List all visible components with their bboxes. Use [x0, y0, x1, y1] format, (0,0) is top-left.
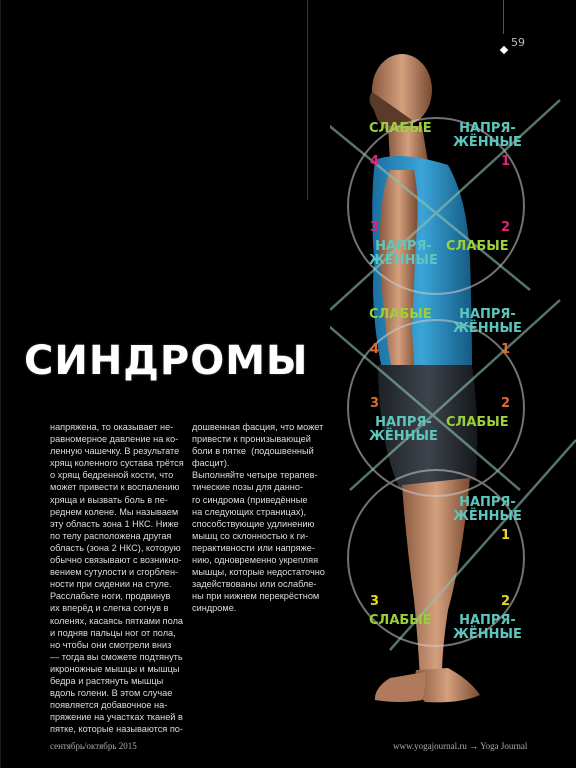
label-tense-5	[453, 496, 522, 524]
label-tense-5-top: НАПРЯ-	[459, 495, 516, 510]
footer-url[interactable]: www.yogajournal.ru	[393, 741, 467, 751]
label-tense-6-top: НАПРЯ-	[459, 613, 516, 628]
label-tense-2-bottom: ЖЁННЫЕ	[369, 253, 438, 268]
page-title: СИНДРОМЫ	[24, 338, 309, 384]
page-marker-line	[503, 0, 504, 34]
label-weak-2: СЛАБЫЕ	[446, 239, 509, 254]
label-tense-6-bottom: ЖЁННЫЕ	[453, 627, 522, 642]
number-2-top: 2	[501, 220, 511, 235]
number-3-mid: 3	[370, 396, 380, 411]
label-tense-3	[453, 308, 522, 336]
body-column-2: дошвенная фасция, что может привести к пронизывающей боли в пятке (подошвенный фасцит). Выполняйте четыре терапев- тические позы для данно- го синдрома (приведённые на следующих страницах), способствующие удлинению мышц со склонностью к ги- перактивности или напряже- нию, одновременно укрепляя мышцы, которые недостаточно задействованы или ослабле- ны при нижнем перекрёстном синдроме.	[192, 422, 325, 614]
label-tense-1	[453, 122, 522, 150]
number-2-bottom: 2	[501, 594, 511, 609]
divider-line	[307, 0, 308, 200]
number-4-top: 4	[370, 154, 380, 169]
label-weak-4: СЛАБЫЕ	[446, 415, 509, 430]
number-1-top: 1	[501, 154, 511, 169]
number-4-mid: 4	[370, 342, 380, 357]
label-tense-2	[369, 240, 438, 268]
number-1-mid: 1	[501, 342, 511, 357]
label-tense-2-top: НАПРЯ-	[375, 239, 432, 254]
label-tense-3-top: НАПРЯ-	[459, 307, 516, 322]
label-tense-4-bottom: ЖЁННЫЕ	[369, 429, 438, 444]
label-tense-1-top: НАПРЯ-	[459, 121, 516, 136]
label-weak-1: СЛАБЫЕ	[369, 121, 432, 136]
footer-brand-line	[393, 741, 527, 751]
number-2-mid: 2	[501, 396, 511, 411]
body-column-1: напряжена, то оказывает не- равномерное давление на ко- ленную чашечку. В результате хрящ коленного сустава трётся о хрящ бедренной кости, что может привести к воспалению хряща и вызвать боль в пе- реднем колене. Мы называем эту область зона 1 НКС. Ниже по телу расположена другая область (зона 2 НКС), которую обычно связывают с возникно- вением сутулости и сгорблен- ности при сидении на стуле. Расслабьте ноги, продвинув их вперёд и слегка согнув в коленях, касаясь пятками пола и подняв пальцы ног от пола, но чтобы они смотрели вниз — тогда вы сможете подтянуть икроножные мышцы и мышцы бедра и растянуть мышцы вдоль голени. В этом случае появляется добавочное на- пряжение на участках тканей в пятке, которые называются по-	[50, 422, 184, 735]
number-3-top: 3	[370, 220, 380, 235]
muscle-diagram-overlay	[330, 90, 576, 670]
arrow-right-icon: →	[469, 741, 479, 751]
label-weak-5: СЛАБЫЕ	[369, 613, 432, 628]
label-weak-3: СЛАБЫЕ	[369, 307, 432, 322]
label-tense-4-top: НАПРЯ-	[375, 415, 432, 430]
number-1-bottom: 1	[501, 528, 511, 543]
footer-date: сентябрь/октябрь 2015	[50, 741, 137, 751]
page-edge	[0, 0, 1, 768]
label-tense-3-bottom: ЖЁННЫЕ	[453, 321, 522, 336]
label-tense-1-bottom: ЖЁННЫЕ	[453, 135, 522, 150]
page-number: 59	[511, 36, 525, 49]
label-tense-4	[369, 416, 438, 444]
label-tense-6	[453, 614, 522, 642]
footer-brand: Yoga Journal	[480, 741, 528, 751]
number-3-bottom: 3	[370, 594, 380, 609]
label-tense-5-bottom: ЖЁННЫЕ	[453, 509, 522, 524]
